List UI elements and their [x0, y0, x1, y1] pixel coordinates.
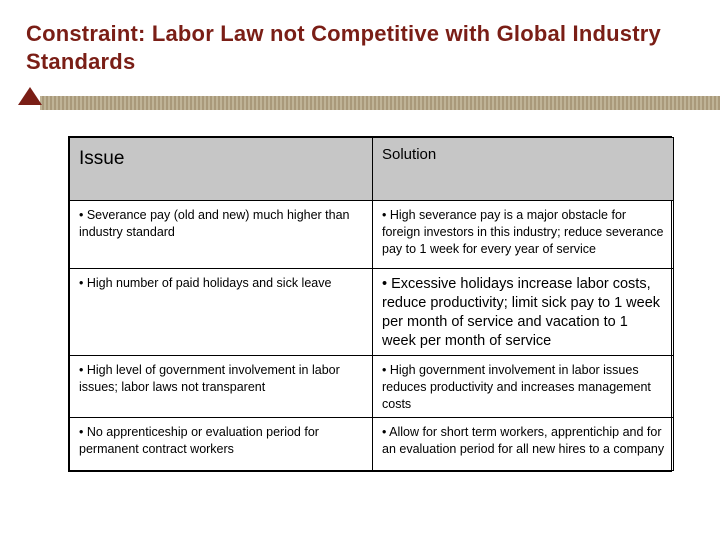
slide-title: Constraint: Labor Law not Competitive with Global Industry Standards — [26, 21, 661, 74]
solution-cell: • High government involvement in labor issues reduces productivity and increases management costs — [373, 356, 674, 418]
table-row — [70, 201, 674, 269]
table-header-row — [70, 138, 674, 201]
issue-cell: • Severance pay (old and new) much higher than industry standard — [70, 201, 373, 269]
header-solution: Solution — [373, 138, 674, 201]
table-row — [70, 356, 674, 418]
issue-cell: • High number of paid holidays and sick leave — [70, 269, 373, 356]
solution-cell: • Allow for short term workers, apprentichip and for an evaluation period for all new hires to a company — [373, 418, 674, 471]
triangle-marker-icon — [18, 87, 42, 105]
table-row — [70, 418, 674, 471]
issue-cell: • High level of government involvement in labor issues; labor laws not transparent — [70, 356, 373, 418]
solution-cell: • High severance pay is a major obstacle for foreign investors in this industry; reduce severance pay to 1 week for every year of service — [373, 201, 674, 269]
table-row — [70, 269, 674, 356]
issue-cell: • No apprenticeship or evaluation period for permanent contract workers — [70, 418, 373, 471]
solution-cell: • Excessive holidays increase labor costs, reduce productivity; limit sick pay to 1 week per month of service and vacation to 1 week per month of service — [373, 269, 674, 356]
header-issue: Issue — [70, 138, 373, 201]
issue-solution-table — [68, 136, 672, 472]
title-rule-pattern — [40, 96, 720, 110]
